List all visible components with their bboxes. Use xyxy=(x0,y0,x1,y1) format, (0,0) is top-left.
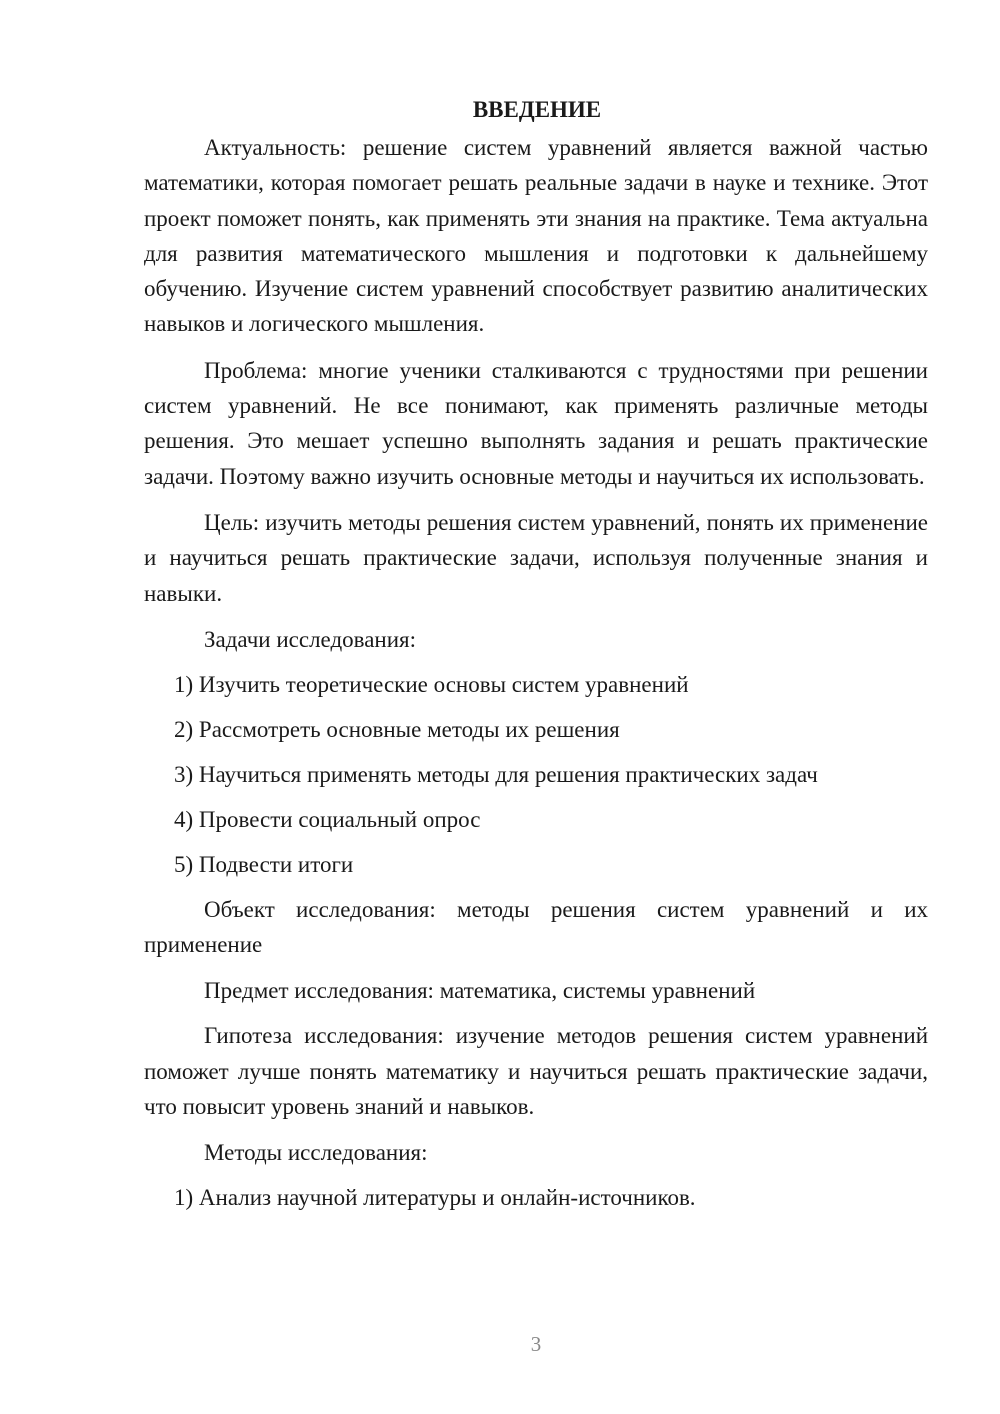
problem-paragraph: Проблема: многие ученики сталкиваются с трудностями при решении систем уравнений. Не все понимают, как применять различные методы решения. Это мешает успешно выполнять задания и решать практические задачи. Поэтому важно изучить основные методы и научиться их использовать. xyxy=(144,357,928,489)
task-item: 5) Подвести итоги xyxy=(174,851,354,877)
document-page xyxy=(144,92,928,1225)
tasks-list xyxy=(144,667,928,882)
methods-heading: Методы исследования: xyxy=(204,1140,428,1166)
object-paragraph: Объект исследования: методы решения систем уравнений и их применение xyxy=(144,896,928,958)
hypothesis-paragraph: Гипотеза исследования: изучение методов решения систем уравнений поможет лучше понять математику и научиться решать практические задачи, что повысит уровень знаний и навыков. xyxy=(144,1023,928,1120)
task-item: 2) Рассмотреть основные методы их решения xyxy=(174,716,620,742)
goal-paragraph: Цель: изучить методы решения систем уравнений, понять их применение и научиться решать практические задачи, используя полученные знания и навыки. xyxy=(144,509,928,606)
method-item: 1) Анализ научной литературы и онлайн-источников. xyxy=(174,1185,696,1211)
task-item: 4) Провести социальный опрос xyxy=(174,806,481,832)
section-title: ВВЕДЕНИЕ xyxy=(472,97,602,122)
task-item: 1) Изучить теоретические основы систем уравнений xyxy=(174,671,689,697)
task-item: 3) Научиться применять методы для решения практических задач xyxy=(174,761,818,787)
subject-paragraph: Предмет исследования: математика, системы уравнений xyxy=(204,978,756,1004)
page-number: 3 xyxy=(530,1332,542,1356)
tasks-heading: Задачи исследования: xyxy=(204,626,417,652)
methods-list xyxy=(144,1180,928,1215)
relevance-paragraph: Актуальность: решение систем уравнений является важной частью математики, которая помогает решать реальные задачи в науке и технике. Этот проект поможет понять, как применять эти знания на практике. Тема актуальна для развития математического мышления и подготовки к дальнейшему обучению. Изучение систем уравнений способствует развитию аналитических навыков и логического мышления. xyxy=(144,135,928,337)
